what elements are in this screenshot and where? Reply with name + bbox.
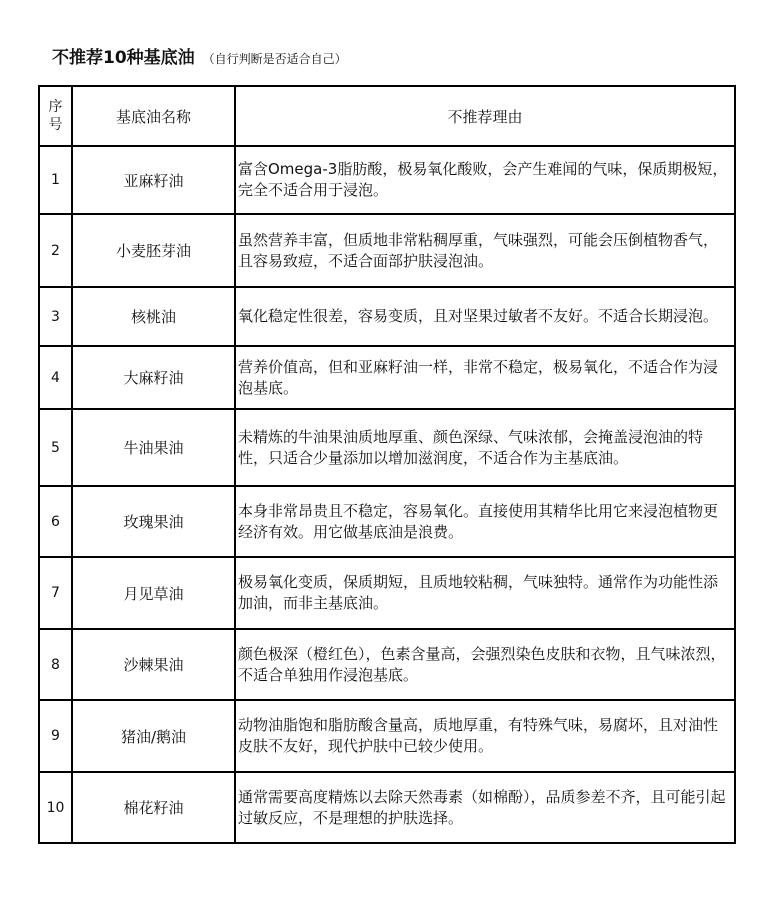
oil-name: 亚麻籽油 <box>72 146 235 214</box>
oil-reason: 未精炼的牛油果油质地厚重、颜色深绿、气味浓郁，会掩盖浸泡油的特性，只适合少量添加以增加滋润度，不适合作为主基底油。 <box>235 409 735 486</box>
oil-name: 小麦胚芽油 <box>72 214 235 287</box>
table-row <box>39 629 735 700</box>
row-number: 1 <box>39 146 72 214</box>
table-row <box>39 772 735 843</box>
row-number: 6 <box>39 486 72 557</box>
oil-reason: 虽然营养丰富，但质地非常粘稠厚重，气味强烈，可能会压倒植物香气，且容易致痘，不适合面部护肤浸泡油。 <box>235 214 735 287</box>
row-number: 10 <box>39 772 72 843</box>
table-row <box>39 287 735 346</box>
oil-reason: 营养价值高，但和亚麻籽油一样，非常不稳定，极易氧化，不适合作为浸泡基底。 <box>235 346 735 409</box>
oil-name: 月见草油 <box>72 557 235 629</box>
row-number: 4 <box>39 346 72 409</box>
table-row <box>39 146 735 214</box>
row-number: 9 <box>39 700 72 772</box>
oil-name: 大麻籽油 <box>72 346 235 409</box>
row-number: 8 <box>39 629 72 700</box>
oil-name: 猪油/鹅油 <box>72 700 235 772</box>
header-name: 基底油名称 <box>72 86 235 146</box>
table-header-row <box>39 86 735 146</box>
row-number: 3 <box>39 287 72 346</box>
table-row <box>39 557 735 629</box>
oil-name: 玫瑰果油 <box>72 486 235 557</box>
table-row <box>39 214 735 287</box>
page-title: 不推荐10种基底油 <box>52 48 195 68</box>
oil-name: 沙棘果油 <box>72 629 235 700</box>
oil-reason: 动物油脂饱和脂肪酸含量高，质地厚重，有特殊气味，易腐坏，且对油性皮肤不友好，现代护肤中已较少使用。 <box>235 700 735 772</box>
header-reason: 不推荐理由 <box>235 86 735 146</box>
row-number: 2 <box>39 214 72 287</box>
table-row <box>39 486 735 557</box>
header-number <box>39 86 72 146</box>
oil-name: 牛油果油 <box>72 409 235 486</box>
page-title-row <box>52 43 347 68</box>
oil-reason: 极易氧化变质，保质期短，且质地较粘稠，气味独特。通常作为功能性添加油，而非主基底油。 <box>235 557 735 629</box>
row-number: 5 <box>39 409 72 486</box>
oil-name: 核桃油 <box>72 287 235 346</box>
oil-reason: 通常需要高度精炼以去除天然毒素（如棉酚），品质参差不齐，且可能引起过敏反应，不是理想的护肤选择。 <box>235 772 735 843</box>
oil-reason: 本身非常昂贵且不稳定，容易氧化。直接使用其精华比用它来浸泡植物更经济有效。用它做基底油是浪费。 <box>235 486 735 557</box>
page-subtitle: （自行判断是否适合自己） <box>202 52 347 66</box>
oil-reason: 富含Omega-3脂肪酸，极易氧化酸败，会产生难闻的气味，保质期极短，完全不适合用于浸泡。 <box>235 146 735 214</box>
header-number-label: 序号 <box>48 99 63 133</box>
oil-name: 棉花籽油 <box>72 772 235 843</box>
oil-table <box>38 85 736 844</box>
row-number: 7 <box>39 557 72 629</box>
oil-reason: 氧化稳定性很差，容易变质，且对坚果过敏者不友好。不适合长期浸泡。 <box>235 287 735 346</box>
table-row <box>39 346 735 409</box>
oil-reason: 颜色极深（橙红色），色素含量高，会强烈染色皮肤和衣物，且气味浓烈，不适合单独用作浸泡基底。 <box>235 629 735 700</box>
table-row <box>39 700 735 772</box>
table-row <box>39 409 735 486</box>
